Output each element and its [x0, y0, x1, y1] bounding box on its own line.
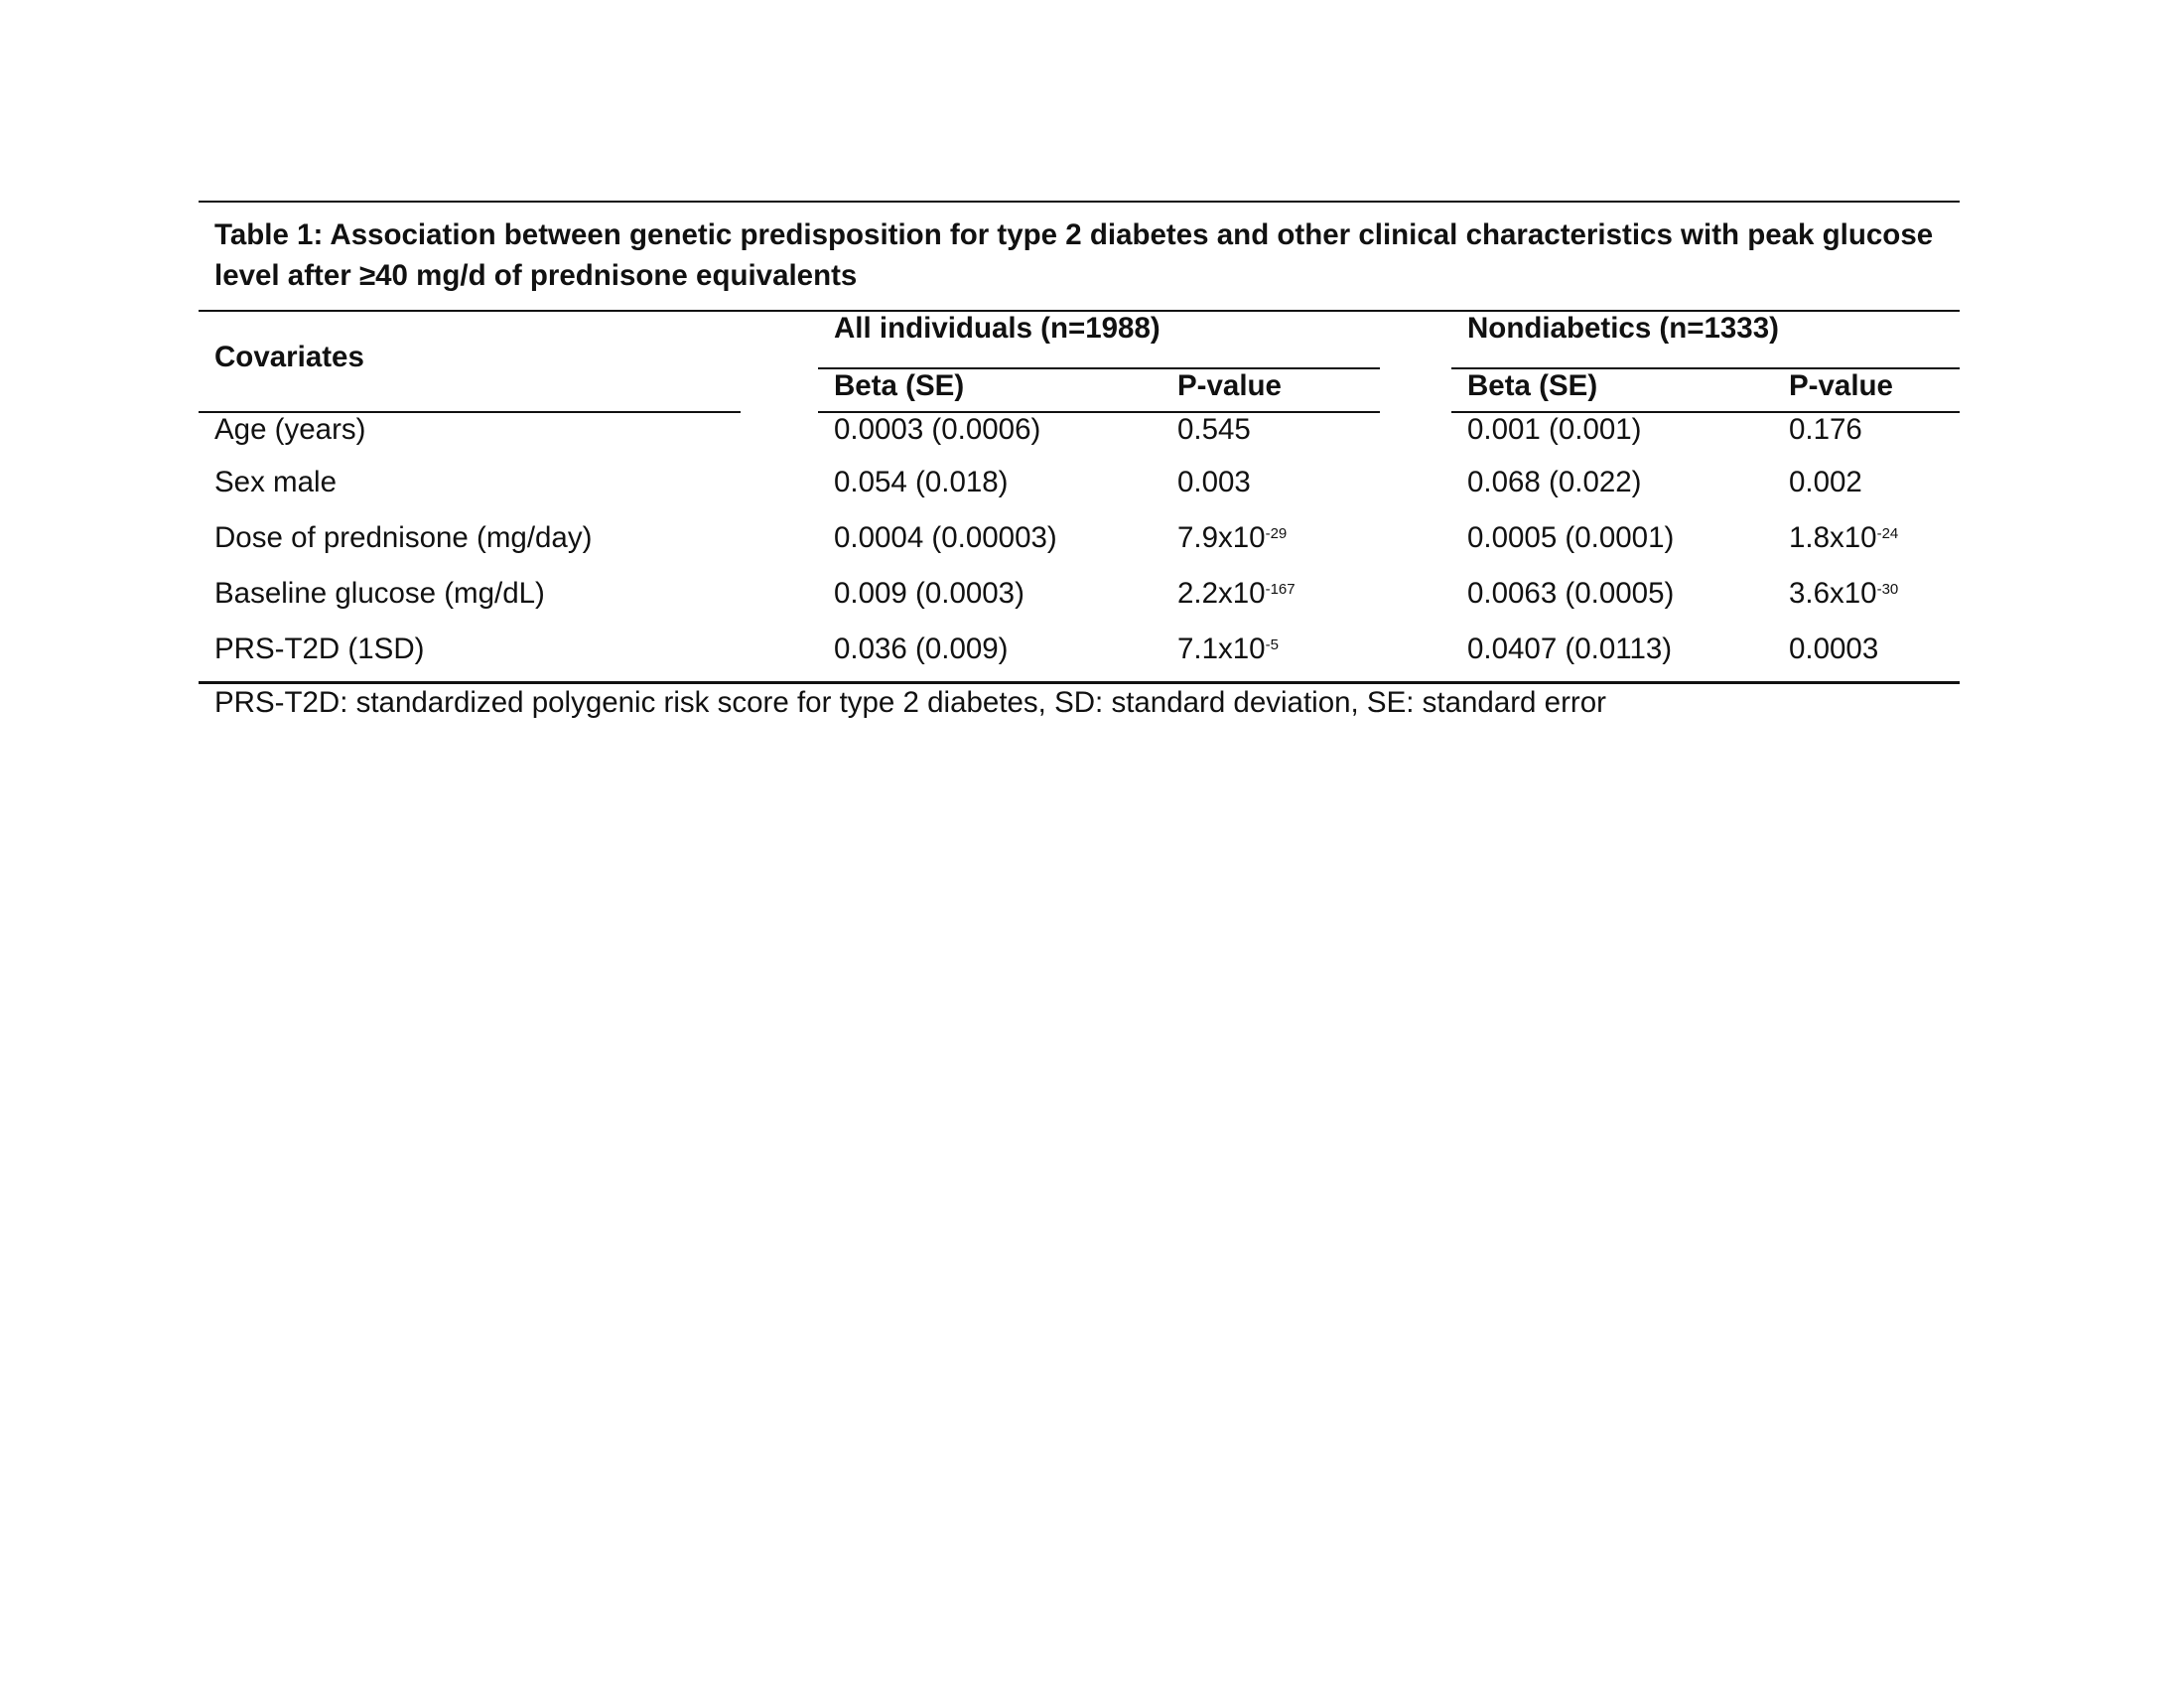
- row-sex-covariate: Sex male: [214, 466, 337, 498]
- row-sex-nd-beta: 0.068 (0.022): [1467, 466, 1642, 498]
- table-top-rule: [199, 201, 1960, 203]
- row-dose-nd-beta: 0.0005 (0.0001): [1467, 521, 1675, 554]
- table-footnote: PRS-T2D: standardized polygenic risk score for type 2 diabetes, SD: standard deviation, SE: standard error: [214, 686, 1606, 719]
- row-prs-all-beta: 0.036 (0.009): [834, 633, 1009, 665]
- row-sex-nd-p: 0.002: [1789, 466, 1862, 498]
- row-prs-covariate: PRS-T2D (1SD): [214, 633, 425, 665]
- row-glucose-all-beta: 0.009 (0.0003): [834, 577, 1024, 610]
- group-header-all: All individuals (n=1988): [834, 312, 1160, 345]
- all-p-header: P-value: [1177, 369, 1282, 402]
- row-age-all-beta: 0.0003 (0.0006): [834, 413, 1041, 446]
- row-prs-nd-p: 0.0003: [1789, 633, 1879, 665]
- row-glucose-nd-p: $3.6x10^{-30}$: [1789, 577, 1899, 610]
- row-prs-all-p: $7.1x10^{-5}$: [1177, 633, 1279, 665]
- row-dose-all-p: $7.9x10^{-29}$: [1177, 521, 1288, 554]
- row-age-all-p: 0.545: [1177, 413, 1251, 446]
- all-beta-header: Beta (SE): [834, 369, 965, 402]
- table-caption: Table 1: Association between genetic predisposition for type 2 diabetes and other clinical characteristics with peak glucose level after ≥40 mg/d of prednisone equivalents: [214, 218, 1934, 292]
- group-header-nondiabetics: Nondiabetics (n=1333): [1467, 312, 1779, 345]
- row-glucose-nd-beta: 0.0063 (0.0005): [1467, 577, 1675, 610]
- row-age-nd-p: 0.176: [1789, 413, 1862, 446]
- row-glucose-covariate: Baseline glucose (mg/dL): [214, 577, 545, 610]
- row-glucose-all-p: $2.2x10^{-167}$: [1177, 577, 1296, 610]
- row-age-covariate: Age (years): [214, 413, 366, 446]
- row-dose-nd-p: $1.8x10^{-24}$: [1789, 521, 1899, 554]
- row-dose-all-beta: 0.0004 (0.00003): [834, 521, 1057, 554]
- row-age-nd-beta: 0.001 (0.001): [1467, 413, 1642, 446]
- row-dose-covariate: Dose of prednisone (mg/day): [214, 521, 593, 554]
- row-prs-nd-beta: 0.0407 (0.0113): [1467, 633, 1673, 665]
- covariates-header: Covariates: [214, 341, 364, 373]
- row-sex-all-p: 0.003: [1177, 466, 1251, 498]
- nd-p-header: P-value: [1789, 369, 1893, 402]
- table-bottom-rule: [199, 681, 1960, 684]
- row-sex-all-beta: 0.054 (0.018): [834, 466, 1009, 498]
- nd-beta-header: Beta (SE): [1467, 369, 1598, 402]
